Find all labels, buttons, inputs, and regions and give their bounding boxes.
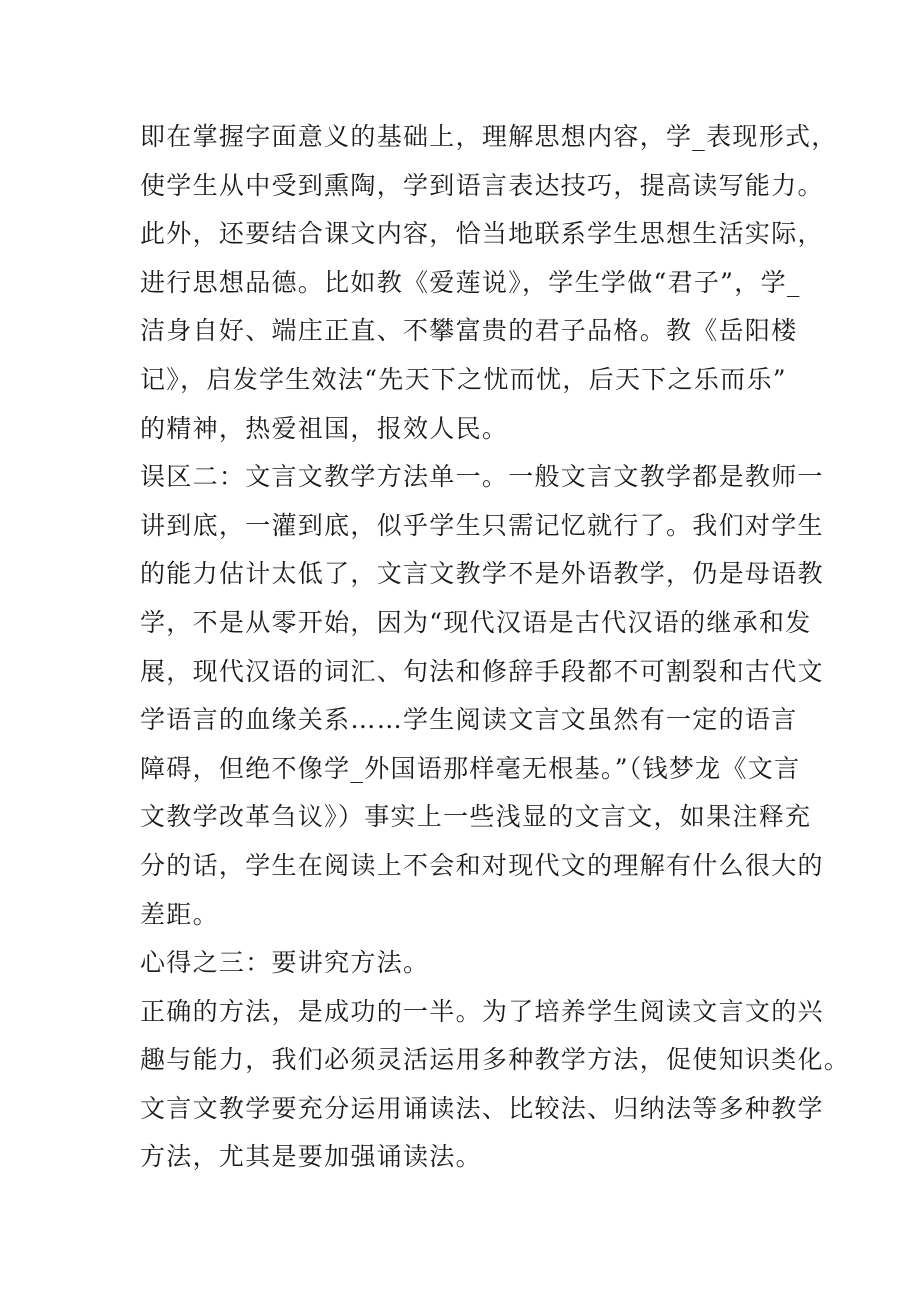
text-line: 展，现代汉语的词汇、句法和修辞手段都不可割裂和古代文: [140, 656, 824, 686]
text-line: 分的话，学生在阅读上不会和对现代文的理解有什么很大的: [140, 850, 824, 880]
text-line: 差距。: [140, 899, 219, 929]
text-line: 文言文教学要充分运用诵读法、比较法、归纳法等多种教学: [140, 1093, 824, 1123]
text-line: 趣与能力，我们必须灵活运用多种教学方法，促使知识类化。: [140, 1045, 851, 1075]
text-line: 学语言的血缘关系……学生阅读文言文虽然有一定的语言: [140, 705, 798, 735]
text-line: 使学生从中受到熏陶，学到语言表达技巧，提高读写能力。: [140, 170, 824, 200]
text-line: 记》，启发学生效法“先天下之忧而忧，后天下之乐而乐”: [140, 364, 787, 394]
text-line: 进行思想品德。比如教《爱莲说》，学生学做“君子”，学_: [140, 267, 801, 297]
text-line: 误区二：文言文教学方法单一。一般文言文教学都是教师一: [140, 462, 824, 492]
text-line: 正确的方法，是成功的一半。为了培养学生阅读文言文的兴: [140, 996, 824, 1026]
text-line: 即在掌握字面意义的基础上，理解思想内容，学_表现形式，: [140, 122, 838, 151]
text-line: 此外，还要结合课文内容，恰当地联系学生思想生活实际，: [140, 219, 824, 249]
text-line: 讲到底，一灌到底，似乎学生只需记忆就行了。我们对学生: [140, 510, 824, 540]
text-line: 的能力估计太低了，文言文教学不是外语教学，仍是母语教: [140, 559, 824, 589]
text-line: 的精神，热爱祖国，报效人民。: [140, 413, 509, 443]
body-text: [140, 113, 851, 1182]
text-line: 方法，尤其是要加强诵读法。: [140, 1142, 482, 1172]
text-line: 心得之三：要讲究方法。: [140, 948, 430, 978]
text-line: 障碍，但绝不像学_外国语那样毫无根基。”（钱梦龙《文言: [140, 753, 801, 783]
text-line: 洁身自好、端庄正直、不攀富贵的君子品格。教《岳阳楼: [140, 316, 798, 346]
text-line: 文教学改革刍议》）事实上一些浅显的文言文，如果注释充: [140, 802, 812, 832]
text-line: 学，不是从零开始，因为“现代汉语是古代汉语的继承和发: [140, 607, 812, 637]
